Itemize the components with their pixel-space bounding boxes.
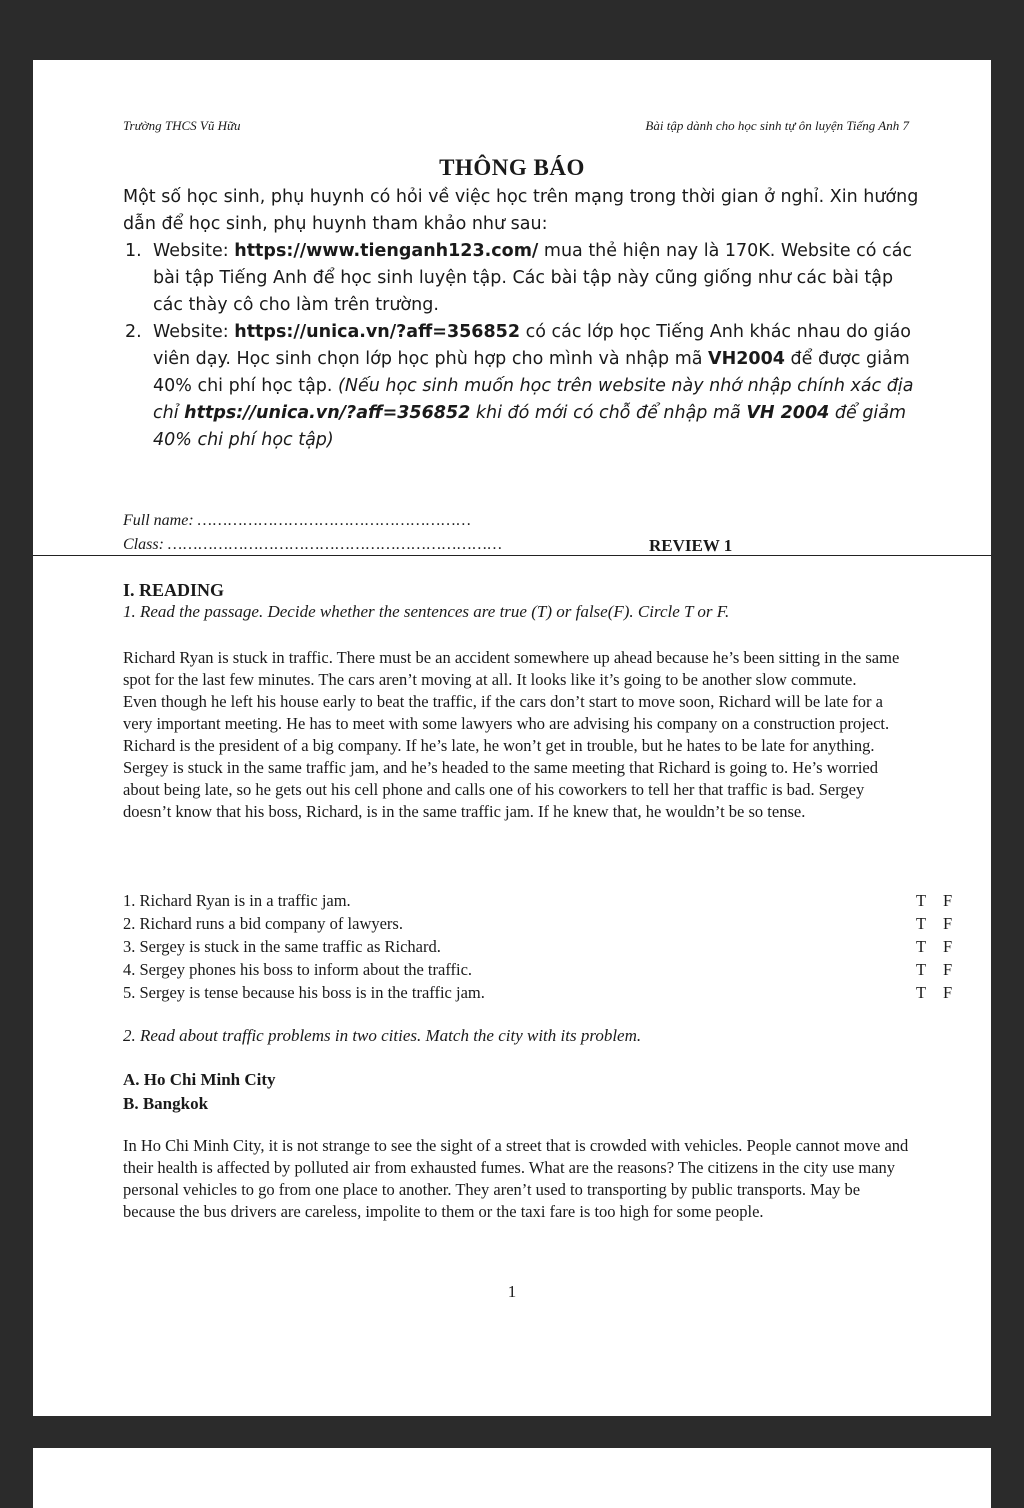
statement-text: 5. Sergey is tense because his boss is in the traffic jam.: [123, 983, 485, 1002]
header-subtitle: Bài tập dành cho học sinh tự ôn luyện Tiếng Anh 7: [645, 118, 909, 133]
true-option[interactable]: T: [916, 891, 927, 910]
passage-1: [123, 647, 913, 823]
notice-item-text-end: để được giảm 40% chi phí học tập.: [153, 349, 910, 396]
reading-title: I. READING: [123, 580, 225, 600]
city-a: A. Ho Chi Minh City: [123, 1070, 276, 1089]
true-option[interactable]: T: [916, 960, 927, 979]
statement-text: 1. Richard Ryan is in a traffic jam.: [123, 891, 351, 910]
notice-item-text: mua thẻ hiện nay là 170K. Website có các bài tập Tiếng Anh để học sinh luyện tập. Các bài tập này cũng giống như các bài tập các thày cô cho làm trên trường.: [153, 241, 913, 315]
passage-paragraph: Sergey is stuck in the same traffic jam, and he’s headed to the same meeting that Richard is going to. He’s worried about being late, so he gets out his cell phone and calls one of his coworkers to tell her that traffic is bad. Sergey doesn’t know that his boss, Richard, is in the same traffic jam. If he knew that, he wouldn’t be so tense.: [123, 758, 878, 821]
passage-paragraph: Richard Ryan is stuck in traffic. There must be an accident somewhere up ahead because he’s been sitting in the same spot for the last few minutes. The cars aren’t moving at all. It looks like it’s going to be another slow commute.: [123, 648, 900, 689]
statement-text: 2. Richard runs a bid company of lawyers.: [123, 914, 403, 933]
fullname-line[interactable]: [123, 512, 472, 530]
notice-item-label: Website:: [153, 241, 235, 261]
true-option[interactable]: T: [916, 983, 927, 1002]
false-option[interactable]: F: [943, 914, 953, 933]
statement-text: 3. Sergey is stuck in the same traffic as Richard.: [123, 937, 441, 956]
true-option[interactable]: T: [916, 914, 927, 933]
statement-row: [123, 912, 973, 935]
true-option[interactable]: T: [916, 937, 927, 956]
fullname-label: Full name:: [123, 512, 198, 529]
next-page: [33, 1448, 991, 1508]
notice-body: [123, 184, 923, 454]
city-list: [123, 1068, 276, 1116]
review-heading: REVIEW 1: [649, 536, 733, 555]
note-text-end: để giảm 40% chi phí học tập): [153, 403, 907, 450]
statement-row: [123, 889, 973, 912]
statement-text: 4. Sergey phones his boss to inform about the traffic.: [123, 960, 473, 979]
class-label: Class:: [123, 536, 168, 553]
note-text-mid: khi đó mới có chỗ để nhập mã: [470, 403, 747, 423]
unica-link[interactable]: https://unica.vn/?aff=356852: [234, 322, 521, 342]
class-line[interactable]: [123, 536, 503, 554]
false-option[interactable]: F: [943, 960, 953, 979]
tienganh123-link[interactable]: https://www.tienganh123.com/: [234, 241, 539, 261]
passage-paragraph: In Ho Chi Minh City, it is not strange to see the sight of a street that is crowded with vehicles. People cannot move and their health is affected by polluted air from exhausted fumes. What are the reasons? The citizens in the city use many personal vehicles to go from one place to another. They aren’t used to transporting by public transports. May be because the bus drivers are careless, impolite to them or the taxi fare is too high for some people.: [123, 1136, 909, 1221]
document-page: [33, 60, 991, 1416]
statement-row: [123, 981, 973, 1004]
notice-item-1: [123, 238, 923, 319]
notice-list: [123, 238, 923, 454]
instruction-1: 1. Read the passage. Decide whether the sentences are true (T) or false(F). Circle T or F.: [123, 602, 730, 621]
statement-row: [123, 958, 973, 981]
notice-item-number: 1.: [125, 241, 142, 261]
false-option[interactable]: F: [943, 937, 953, 956]
false-option[interactable]: F: [943, 891, 953, 910]
notice-item-label: Website:: [153, 322, 235, 342]
true-false-list: [123, 889, 973, 1004]
statement-row: [123, 935, 973, 958]
class-dots: …………………………………………………………: [167, 536, 503, 553]
notice-item-number: 2.: [125, 322, 142, 342]
instruction-2: 2. Read about traffic problems in two cities. Match the city with its problem.: [123, 1026, 642, 1045]
notice-item-2: [123, 319, 923, 454]
note-text: (Nếu học sinh muốn học trên website này nhớ nhập chính xác địa chỉ: [153, 376, 914, 423]
false-option[interactable]: F: [943, 983, 953, 1002]
notice-item-text: có các lớp học Tiếng Anh khác nhau do giáo viên dạy. Học sinh chọn lớp học phù hợp cho mình và nhập mã: [153, 322, 911, 369]
discount-code: VH2004: [708, 349, 785, 369]
passage-paragraph: Even though he left his house early to beat the traffic, if the cars don’t start to move soon, Richard will be late for a very important meeting. He has to meet with some lawyers who are advising his company on a construction project. Richard is the president of a big company. If he’s late, he won’t get in trouble, but he hates to be late for anything.: [123, 692, 890, 755]
fullname-dots: ………………………………………………: [197, 512, 472, 529]
page-number: 1: [507, 1282, 517, 1301]
passage-2: [123, 1135, 913, 1223]
notice-intro: Một số học sinh, phụ huynh có hỏi về việc học trên mạng trong thời gian ở nghỉ. Xin hướng dẫn để học sinh, phụ huynh tham khảo như sau:: [123, 187, 919, 234]
divider: [33, 555, 991, 556]
unica-link-note[interactable]: https://unica.vn/?aff=356852: [184, 403, 471, 423]
discount-code-note: VH 2004: [746, 403, 830, 423]
city-b: B. Bangkok: [123, 1094, 209, 1113]
notice-title: THÔNG BÁO: [439, 155, 585, 180]
header-school: Trường THCS Vũ Hữu: [123, 118, 241, 133]
